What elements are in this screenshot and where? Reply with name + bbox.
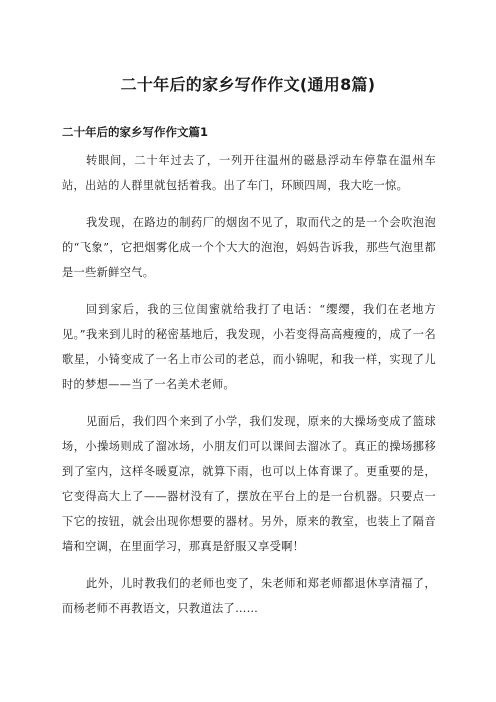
paragraph: 回到家后，我的三位闺蜜就给我打了电话：“缨缨，我们在老地方见。”我来到儿时的秘密基地后，我发现，小若变得高高瘦瘦的，成了一名歌星，小锜变成了一名上市公司的老总，而小锦呢，和我一样，实现了儿时的梦想——当了一名美术老师。 bbox=[62, 303, 436, 391]
paragraph: 转眼间，二十年过去了，一列开往温州的磁悬浮动车停靠在温州车站，出站的人群里就包括着我。出了车门，环顾四周，我大吃一惊。 bbox=[62, 154, 436, 192]
paragraph: 见面后，我们四个来到了小学，我们发现，原来的大操场变成了篮球场，小操场则成了溜冰场，小朋友们可以课间去溜冰了。真正的操场挪移到了室内，这样冬暖夏凉，就算下雨，也可以上体育课了。更重要的是，它变得高大上了——器材没有了，摆放在平台上的是一台机器。只要点一下它的按钮，就会出现你想要的器材。另外，原来的教室，也装上了隔音墙和空调，在里面学习，那真是舒服又享受啊！ bbox=[62, 415, 436, 553]
paragraph: 此外，儿时教我们的老师也变了，朱老师和郑老师都退休享清福了，而杨老师不再教语文，只教道法了…… bbox=[62, 577, 436, 615]
section-heading: 二十年后的家乡写作作文篇1 bbox=[62, 125, 209, 139]
document-body bbox=[62, 148, 436, 633]
paragraph: 我发现，在路边的制药厂的烟囱不见了，取而代之的是一个会吹泡泡的“飞象”，它把烟雾化成一个个大大的泡泡，妈妈告诉我，那些气泡里都是一些新鲜空气。 bbox=[62, 216, 436, 279]
document-title: 二十年后的家乡写作作文(通用8篇) bbox=[120, 75, 376, 94]
